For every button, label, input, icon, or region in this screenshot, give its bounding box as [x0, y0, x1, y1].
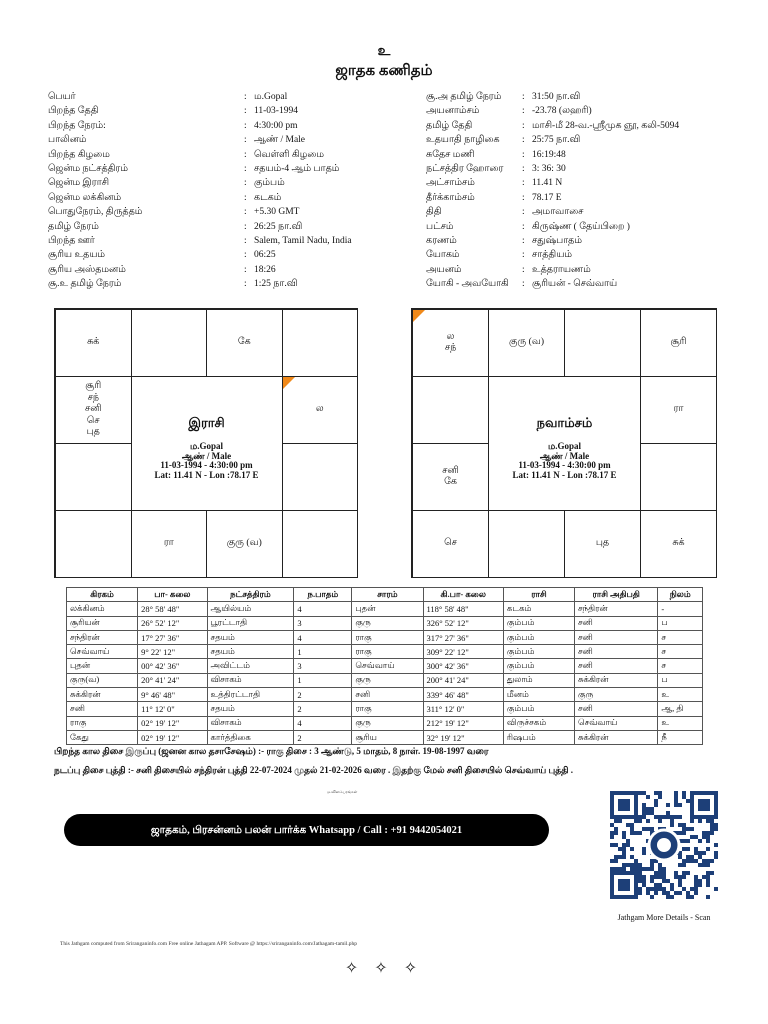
table-cell: -	[658, 602, 703, 616]
info-value: 31:50 நா.வி	[532, 92, 581, 102]
lagna-marker-icon	[283, 377, 295, 389]
info-row	[426, 205, 679, 219]
chart-house-cell	[282, 510, 359, 578]
info-row	[48, 191, 352, 205]
info-colon: :	[244, 236, 247, 247]
info-label: தீர்க்காம்சம்	[426, 192, 475, 203]
chart-house-cell	[412, 376, 489, 444]
info-value: 25:75 நா.வி	[532, 135, 581, 146]
chart-house-cell	[55, 443, 132, 511]
table-cell: 311° 12' 0"	[423, 702, 503, 716]
contact-banner[interactable]: ஜாதகம், பிரசன்னம் பலன் பார்க்க Whatsapp / Call : +91 9442054021	[64, 814, 549, 846]
chart-house-cell: குரு (வ)	[206, 510, 283, 578]
table-cell: துலாம்	[503, 673, 574, 687]
info-label: யோகம்	[426, 250, 460, 261]
table-header-cell: ராசி அதிபதி	[574, 588, 657, 602]
info-value: 06:25	[254, 250, 276, 261]
qr-code-image[interactable]	[610, 786, 718, 904]
info-row	[48, 205, 352, 219]
info-row	[426, 234, 679, 248]
info-colon: :	[522, 279, 525, 290]
table-header-cell: சாரம்	[352, 588, 423, 602]
info-row	[48, 234, 352, 248]
table-cell: 4	[294, 602, 352, 616]
table-row	[67, 616, 703, 630]
table-row	[67, 659, 703, 673]
table-cell: 4	[294, 630, 352, 644]
qr-caption: Jathgam More Details - Scan	[617, 913, 711, 922]
table-cell: சுக்கிரன்	[574, 673, 657, 687]
table-cell: சுக்கிரன்	[574, 730, 657, 744]
chart-house-cell: சூரி	[640, 309, 717, 377]
info-colon: :	[522, 207, 525, 218]
info-row	[48, 277, 352, 291]
info-value: 18:26	[254, 264, 276, 275]
info-colon: :	[244, 178, 247, 189]
table-cell: சனி	[574, 616, 657, 630]
chart-house-cell	[640, 443, 717, 511]
table-cell: அவிட்டம்	[207, 659, 294, 673]
rasi-chart	[54, 308, 358, 578]
info-row	[426, 248, 679, 262]
info-colon: :	[522, 221, 525, 232]
chart-center	[131, 376, 283, 511]
table-cell: 00° 42' 36"	[138, 659, 207, 673]
info-colon: :	[522, 149, 525, 160]
table-cell: உ	[658, 716, 703, 730]
chart-house-cell: ல சந்	[412, 309, 489, 377]
table-cell: ச	[658, 645, 703, 659]
table-cell: சுக்கிரன்	[67, 688, 138, 702]
table-cell: ராகு	[352, 645, 423, 659]
info-value: ஆண் / Male	[254, 135, 306, 146]
info-value: சூரியன் - செவ்வாய்	[532, 279, 618, 290]
info-row	[48, 104, 352, 118]
info-label: அட்சாம்சம்	[426, 178, 475, 189]
table-cell: 2	[294, 702, 352, 716]
chart-details: ம.Gopal ஆண் / Male 11-03-1994 - 4:30:00 pm Lat: 11.41 N - Lon :78.17 E	[154, 441, 259, 480]
page-title: ஜாதக கணிதம்	[335, 63, 433, 79]
chart-house-cell: சனி கே	[412, 443, 489, 511]
info-label: பட்சம்	[426, 221, 454, 232]
info-value: உத்தராயணம்	[532, 264, 591, 275]
info-row	[48, 90, 352, 104]
info-row	[48, 162, 352, 176]
table-cell: ராகு	[67, 716, 138, 730]
info-colon: :	[522, 120, 525, 131]
table-cell: சந்திரன்	[67, 630, 138, 644]
info-label: உதயாதி நாழிகை	[426, 135, 500, 146]
info-value: கடகம்	[254, 192, 282, 203]
table-cell: கும்பம்	[503, 659, 574, 673]
table-header-cell: ந.பாதம்	[294, 588, 352, 602]
chart-house-cell: ல	[282, 376, 359, 444]
chart-house-cell	[488, 510, 565, 578]
info-label: பிறந்த தேதி	[48, 106, 99, 117]
chart-details: ம.Gopal ஆண் / Male 11-03-1994 - 4:30:00 pm Lat: 11.41 N - Lon :78.17 E	[512, 441, 617, 480]
table-header-cell: கிரகம்	[67, 588, 138, 602]
table-cell: விசாகம்	[207, 716, 294, 730]
chart-house-cell	[282, 309, 359, 377]
info-value: 1:25 நா.வி	[254, 279, 298, 290]
table-cell: ச	[658, 659, 703, 673]
table-cell: 326° 52' 12"	[423, 616, 503, 630]
info-label: ஜென்ம லக்கினம்	[48, 192, 122, 203]
table-cell: குரு(வ)	[67, 673, 138, 687]
table-header-cell: நட்சத்திரம்	[207, 588, 294, 602]
info-row	[426, 176, 679, 190]
table-cell: சதயம்	[207, 702, 294, 716]
info-row	[426, 191, 679, 205]
table-cell: சதயம்	[207, 645, 294, 659]
table-cell: 1	[294, 645, 352, 659]
table-cell: 3	[294, 616, 352, 630]
info-value: -23.78 (லஹரி)	[532, 106, 592, 117]
info-value: அமாவாசை	[532, 207, 584, 218]
chart-house-cell: சுக்	[55, 309, 132, 377]
table-cell: 317° 27' 36"	[423, 630, 503, 644]
table-header-cell: கி.பா- கலை	[423, 588, 503, 602]
info-row	[426, 90, 679, 104]
table-cell: சந்திரன்	[574, 602, 657, 616]
chart-house-cell	[55, 510, 132, 578]
table-cell: ப	[658, 616, 703, 630]
table-cell: 9° 22' 12"	[138, 645, 207, 659]
table-cell: 339° 46' 48"	[423, 688, 503, 702]
table-cell: ஆயில்யம்	[207, 602, 294, 616]
table-cell: 02° 19' 12"	[138, 730, 207, 744]
info-row	[426, 220, 679, 234]
chart-house-cell: சுக்	[640, 510, 717, 578]
table-cell: கும்பம்	[503, 616, 574, 630]
tiny-note: ம.விளம்பரங்கள்	[327, 789, 358, 794]
info-value: +5.30 GMT	[254, 207, 300, 218]
info-row	[48, 220, 352, 234]
table-row	[67, 602, 703, 616]
info-label: சூ.அ தமிழ் நேரம்	[426, 92, 502, 102]
table-cell: ராகு	[352, 702, 423, 716]
footer-note: This Jathgam computed from Sriranganinfo.com Free online Jathagam APP. Software @ https://sriranganinfo.com/Jathagam-tamil.php	[60, 941, 357, 947]
info-label: தமிழ் தேதி	[426, 120, 473, 131]
info-label: ஜென்ம நட்சத்திரம்	[48, 164, 128, 175]
table-cell: 11° 12' 0"	[138, 702, 207, 716]
table-cell: உ	[658, 688, 703, 702]
info-value: ம.Gopal	[254, 92, 288, 102]
table-cell: சனி	[574, 645, 657, 659]
table-cell: குரு	[352, 673, 423, 687]
info-row	[48, 176, 352, 190]
info-value: கிருஷ்ண ( தேய்பிறை )	[532, 221, 630, 232]
chart-house-cell: செ	[412, 510, 489, 578]
info-value: 11-03-1994	[254, 106, 298, 117]
dasa-current: நடப்பு திசை புத்தி :- சனி திசையில் சந்திரன் புத்தி 22-07-2024 முதல் 21-02-2026 வரை . இதற்கு மேல் சனி திசையில் செவ்வாய் புத்தி .	[54, 765, 573, 775]
table-cell: சனி	[574, 659, 657, 673]
info-label: திதி	[426, 207, 442, 218]
table-cell: ஆ, தி	[658, 702, 703, 716]
info-label: சூ.உ தமிழ் நேரம்	[48, 279, 122, 290]
table-cell: குரு	[574, 688, 657, 702]
info-row	[426, 162, 679, 176]
info-label: பிறந்த நேரம்:	[48, 120, 106, 131]
info-value: 78.17 E	[532, 192, 562, 203]
table-cell: ச	[658, 630, 703, 644]
info-label: சூரிய உதயம்	[48, 250, 106, 261]
info-row	[426, 263, 679, 277]
info-label: அயனாம்சம்	[426, 106, 480, 117]
table-cell: 28° 58' 48"	[138, 602, 207, 616]
table-row	[67, 645, 703, 659]
info-colon: :	[522, 178, 525, 189]
info-row	[48, 119, 352, 133]
table-row	[67, 716, 703, 730]
table-cell: 300° 42' 36"	[423, 659, 503, 673]
table-cell: 32° 19' 12"	[423, 730, 503, 744]
info-value: 26:25 நா.வி	[254, 221, 303, 232]
info-label: அயனம்	[426, 264, 462, 275]
info-row	[426, 148, 679, 162]
table-cell: சூரிய	[352, 730, 423, 744]
table-cell: விசாகம்	[207, 673, 294, 687]
table-header-cell: ராசி	[503, 588, 574, 602]
table-cell: 4	[294, 716, 352, 730]
info-value: 3: 36: 30	[532, 164, 566, 175]
table-cell: புதன்	[67, 659, 138, 673]
info-label: சுதேச மணி	[426, 149, 475, 160]
chart-house-cell: ரா	[640, 376, 717, 444]
info-row	[426, 104, 679, 118]
info-colon: :	[244, 164, 247, 175]
info-label: யோகி - அவயோகி	[426, 279, 509, 290]
table-cell: சூரியன்	[67, 616, 138, 630]
info-row	[426, 133, 679, 147]
chart-house-cell	[564, 309, 641, 377]
table-cell: 200° 41' 24"	[423, 673, 503, 687]
chart-house-cell: குரு (வ)	[488, 309, 565, 377]
table-cell: 1	[294, 673, 352, 687]
info-label: நட்சத்திர ஹோரை	[426, 164, 504, 175]
chart-house-cell: ரா	[131, 510, 208, 578]
table-cell: 2	[294, 730, 352, 744]
table-cell: பூரட்டாதி	[207, 616, 294, 630]
table-cell: சனி	[67, 702, 138, 716]
info-colon: :	[244, 264, 247, 275]
info-label: பொதுநேரம், திருத்தம்	[48, 207, 143, 218]
info-label: பிறந்த கிழமை	[48, 149, 110, 160]
info-colon: :	[522, 236, 525, 247]
table-row	[67, 673, 703, 687]
info-row	[426, 119, 679, 133]
table-cell: குரு	[352, 616, 423, 630]
table-header-cell: பா- கலை	[138, 588, 207, 602]
table-cell: கும்பம்	[503, 630, 574, 644]
info-label: சூரிய அஸ்தமனம்	[48, 264, 126, 275]
table-header-cell: நிலம்	[658, 588, 703, 602]
info-label: ஜென்ம இராசி	[48, 178, 110, 189]
info-value: சதுஷ்பாதம்	[532, 236, 582, 247]
info-left	[48, 90, 352, 292]
table-cell: கும்பம்	[503, 645, 574, 659]
table-cell: 20° 41' 24"	[138, 673, 207, 687]
info-label: தமிழ் நேரம்	[48, 221, 99, 232]
info-value: கும்பம்	[254, 178, 285, 189]
info-colon: :	[522, 250, 525, 261]
table-cell: விருச்சகம்	[503, 716, 574, 730]
table-cell: ப	[658, 673, 703, 687]
info-colon: :	[522, 192, 525, 203]
info-value: மாசி-மீ 28-வ.-ஸ்ரீமுக ஞூ, கலி-5094	[532, 120, 680, 131]
info-colon: :	[244, 120, 247, 131]
table-cell: 17° 27' 36"	[138, 630, 207, 644]
chart-house-cell: சூரி சந் சனி செ புத	[55, 376, 132, 444]
info-colon: :	[244, 250, 247, 261]
table-cell: 02° 19' 12"	[138, 716, 207, 730]
info-value: 11.41 N	[532, 178, 563, 189]
info-row	[48, 148, 352, 162]
info-colon: :	[522, 264, 525, 275]
table-cell: நீ	[658, 730, 703, 744]
info-label: பாலினம்	[48, 135, 87, 146]
table-cell: கேது	[67, 730, 138, 744]
table-cell: 26° 52' 12"	[138, 616, 207, 630]
info-row	[48, 248, 352, 262]
table-cell: 9° 46' 48"	[138, 688, 207, 702]
table-cell: ரிஷபம்	[503, 730, 574, 744]
table-cell: செவ்வாய்	[67, 645, 138, 659]
chart-house-cell: புத	[564, 510, 641, 578]
info-label: பெயர்	[48, 92, 76, 102]
decorative-stars-icon: ✧ ✧ ✧	[344, 960, 424, 977]
table-cell: சதயம்	[207, 630, 294, 644]
chart-house-cell: கே	[206, 309, 283, 377]
header-symbol: உ	[377, 44, 391, 59]
info-colon: :	[244, 106, 247, 117]
table-row	[67, 688, 703, 702]
info-colon: :	[522, 135, 525, 146]
info-row	[48, 263, 352, 277]
table-cell: உத்திரட்டாதி	[207, 688, 294, 702]
info-colon: :	[244, 192, 247, 203]
info-label: பிறந்த ஊர்	[48, 236, 95, 247]
table-cell: சனி	[574, 702, 657, 716]
planet-table	[66, 587, 703, 745]
table-cell: 3	[294, 659, 352, 673]
info-colon: :	[522, 92, 525, 102]
table-row	[67, 730, 703, 744]
table-row	[67, 630, 703, 644]
planet-table-header	[67, 588, 703, 602]
info-value: 16:19:48	[532, 149, 566, 160]
chart-title: இராசி	[188, 415, 225, 430]
info-colon: :	[244, 149, 247, 160]
info-colon: :	[522, 164, 525, 175]
table-cell: செவ்வாய்	[574, 716, 657, 730]
info-colon: :	[522, 106, 525, 117]
table-cell: லக்கினம்	[67, 602, 138, 616]
chart-center	[488, 376, 641, 511]
info-right	[426, 90, 679, 292]
table-cell: சனி	[352, 688, 423, 702]
lagna-marker-icon	[413, 310, 425, 322]
info-value: 4:30:00 pm	[254, 120, 298, 131]
info-value: சாத்தியம்	[532, 250, 572, 261]
info-value: வெள்ளி கிழமை	[254, 149, 324, 160]
table-cell: புதன்	[352, 602, 423, 616]
table-cell: 2	[294, 688, 352, 702]
table-cell: 309° 22' 12"	[423, 645, 503, 659]
table-cell: மீனம்	[503, 688, 574, 702]
info-colon: :	[244, 92, 247, 102]
info-value: Salem, Tamil Nadu, India	[254, 236, 352, 247]
qr-code[interactable]	[610, 786, 718, 904]
info-row	[426, 277, 679, 291]
info-colon: :	[244, 279, 247, 290]
table-cell: 118° 58' 48"	[423, 602, 503, 616]
table-cell: கார்த்திகை	[207, 730, 294, 744]
table-cell: சனி	[574, 630, 657, 644]
info-label: கரணம்	[426, 236, 457, 247]
table-cell: செவ்வாய்	[352, 659, 423, 673]
table-cell: 212° 19' 12"	[423, 716, 503, 730]
info-colon: :	[244, 135, 247, 146]
table-cell: கும்பம்	[503, 702, 574, 716]
chart-house-cell	[131, 309, 208, 377]
table-cell: கடகம்	[503, 602, 574, 616]
navamsa-chart	[411, 308, 717, 578]
info-value: சதயம்-4 ஆம் பாதம்	[254, 164, 340, 175]
chart-house-cell	[282, 443, 359, 511]
table-cell: ராகு	[352, 630, 423, 644]
info-colon: :	[244, 221, 247, 232]
table-cell: குரு	[352, 716, 423, 730]
dasa-birth-balance: பிறந்த கால திசை இருப்பு (ஜனன கால தசாசேஷம்) :- ராகு திசை : 3 ஆண்டு, 5 மாதம், 8 நாள். 19-08-1997 வரை	[54, 746, 489, 756]
info-colon: :	[244, 207, 247, 218]
table-row	[67, 702, 703, 716]
info-row	[48, 133, 352, 147]
chart-title: நவாம்சம்	[536, 415, 593, 430]
